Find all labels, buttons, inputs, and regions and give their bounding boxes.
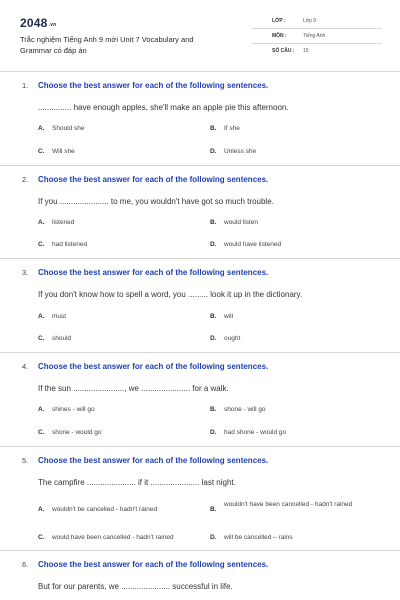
question-text: If the sun ......................., we ...................... for a walk. — [38, 384, 229, 393]
meta-label: SỐ CÂU : — [272, 48, 295, 54]
question-divider — [0, 446, 400, 447]
option-d[interactable]: D. would have listened — [210, 241, 282, 248]
option-a[interactable]: A. shines - will go — [38, 406, 95, 413]
meta-value: Tiếng Anh — [303, 33, 326, 39]
question-number: 2. — [22, 175, 29, 184]
option-b[interactable]: B. If she — [210, 125, 240, 132]
question-divider — [0, 165, 400, 166]
header-divider — [0, 71, 400, 72]
question-instruction: Choose the best answer for each of the following sentences. — [38, 560, 269, 569]
question-number: 5. — [22, 456, 29, 465]
option-b[interactable]: B. will — [210, 313, 234, 320]
logo-suffix: .vn — [48, 22, 57, 28]
option-c[interactable]: C. would have been cancelled - hadn't rained — [38, 534, 174, 541]
question-text: If you ...................... to me, you wouldn't have got so much trouble. — [38, 197, 274, 206]
question-divider — [0, 258, 400, 259]
option-d[interactable]: D. had shone - would go — [210, 429, 287, 436]
meta-label: LỚP : — [272, 18, 286, 24]
option-b[interactable]: B. shone - will go — [210, 406, 266, 413]
option-b[interactable]: B. would listen — [210, 219, 258, 226]
option-a[interactable]: A. must — [38, 313, 67, 320]
question-divider — [0, 550, 400, 551]
meta-question-count — [252, 44, 382, 58]
document-header — [20, 14, 382, 64]
option-c[interactable]: C. Will she — [38, 148, 75, 155]
question-instruction: Choose the best answer for each of the following sentences. — [38, 268, 269, 277]
site-logo[interactable] — [20, 16, 56, 30]
option-d[interactable]: D. will be cancelled – rains — [210, 534, 293, 541]
option-d[interactable]: D. Unless she — [210, 148, 257, 155]
meta-subject — [252, 29, 382, 44]
option-a[interactable]: A. Should she — [38, 125, 85, 132]
question-divider — [0, 352, 400, 353]
question-instruction: Choose the best answer for each of the following sentences. — [38, 362, 269, 371]
question-number: 3. — [22, 268, 29, 277]
option-c[interactable]: C. shone - would go — [38, 429, 102, 436]
question-text: The campfire ...................... if it ...................... last night. — [38, 478, 236, 487]
option-a[interactable]: A. wouldn't be cancelled - hadn't rained — [38, 506, 158, 513]
document-meta — [252, 14, 382, 58]
logo-text: 2048 — [20, 16, 48, 30]
meta-grade — [252, 14, 382, 29]
meta-label: MÔN : — [272, 33, 287, 39]
question-instruction: Choose the best answer for each of the following sentences. — [38, 175, 269, 184]
question-number: 6. — [22, 560, 29, 569]
option-a[interactable]: A. listened — [38, 219, 75, 226]
option-c[interactable]: C. should — [38, 335, 72, 342]
question-number: 4. — [22, 362, 29, 371]
question-instruction: Choose the best answer for each of the following sentences. — [38, 456, 269, 465]
question-text: If you don't know how to spell a word, you ......... look it up in the dictionary. — [38, 290, 303, 299]
option-d[interactable]: D. ought — [210, 335, 241, 342]
meta-value: Lớp 9 — [303, 18, 317, 24]
option-b[interactable]: B.wouldn't have been cancelled - hadn't rained — [210, 501, 353, 513]
question-text: ............... have enough apples, she'll make an apple pie this afternoon. — [38, 103, 289, 112]
question-number: 1. — [22, 81, 29, 90]
option-c[interactable]: C. had listened — [38, 241, 88, 248]
meta-value: 15 — [303, 48, 309, 54]
question-instruction: Choose the best answer for each of the following sentences. — [38, 81, 269, 90]
question-text: But for our parents, we ...................... successful in life. — [38, 582, 233, 591]
document-title: Trắc nghiệm Tiếng Anh 9 mới Unit 7 Vocabulary and Grammar có đáp án — [20, 35, 194, 55]
